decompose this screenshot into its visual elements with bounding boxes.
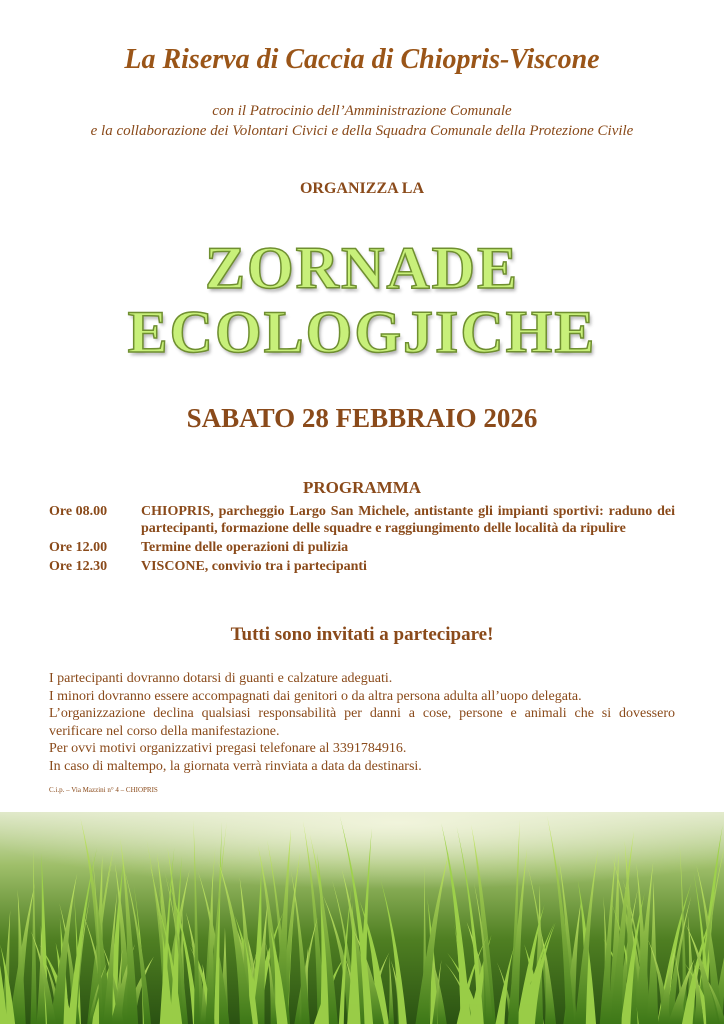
- headline-line-1: ZORNADE: [204, 235, 520, 301]
- note-line: I partecipanti dovranno dotarsi di guanti e calzature adeguati.: [49, 671, 393, 686]
- patronage-block: [0, 101, 724, 141]
- organizza-label: ORGANIZZA LA: [299, 180, 425, 197]
- programma-title: PROGRAMMA: [302, 478, 422, 497]
- schedule-text: CHIOPRIS, parcheggio Largo San Michele, antistante gli impianti sportivi: raduno dei partecipanti, formazione delle squadre e raggiungimento delle località da ripulire: [141, 504, 675, 536]
- note-line: L’organizzazione declina qualsiasi responsabilità per danni a cose, persone e animali che si dovessero verificare nel corso della manifestazione.: [49, 706, 675, 739]
- schedule-time: Ore 12.00: [49, 540, 108, 555]
- organizer-title: La Riserva di Caccia di Chiopris-Viscone: [124, 44, 600, 75]
- event-headline: [0, 236, 724, 364]
- note-line: I minori dovranno essere accompagnati dai genitori o da altra persona adulta all’uopo delegata.: [49, 688, 582, 704]
- note-line: In caso di maltempo, la giornata verrà rinviata a data da destinarsi.: [49, 758, 422, 774]
- schedule-time: Ore 08.00: [49, 504, 108, 519]
- schedule-row: [49, 503, 675, 537]
- programma-schedule: [49, 503, 675, 577]
- footer-address: C.i.p. – Via Mazzini n° 4 – CHIOPRIS: [49, 786, 158, 794]
- schedule-text: Termine delle operazioni di pulizia: [141, 540, 349, 555]
- invite-text: Tutti sono invitati a partecipare!: [230, 624, 494, 645]
- note-line: Per ovvi motivi organizzativi pregasi telefonare al 3391784916.: [49, 741, 407, 756]
- notes-block: [49, 670, 675, 775]
- schedule-row: [49, 539, 675, 556]
- schedule-time: Ore 12.30: [49, 559, 108, 574]
- headline-line-2: ECOLOGJICHE: [127, 299, 597, 365]
- patronage-line-1: con il Patrocinio dell’Amministrazione Comunale: [212, 103, 512, 119]
- event-date: SABATO 28 FEBBRAIO 2026: [186, 403, 538, 433]
- schedule-text: VISCONE, convivio tra i partecipanti: [141, 559, 367, 574]
- schedule-row: [49, 558, 675, 575]
- grass-field-photo: [0, 812, 724, 1024]
- patronage-line-2: e la collaborazione dei Volontari Civici e della Squadra Comunale della Protezione Civile: [90, 123, 634, 139]
